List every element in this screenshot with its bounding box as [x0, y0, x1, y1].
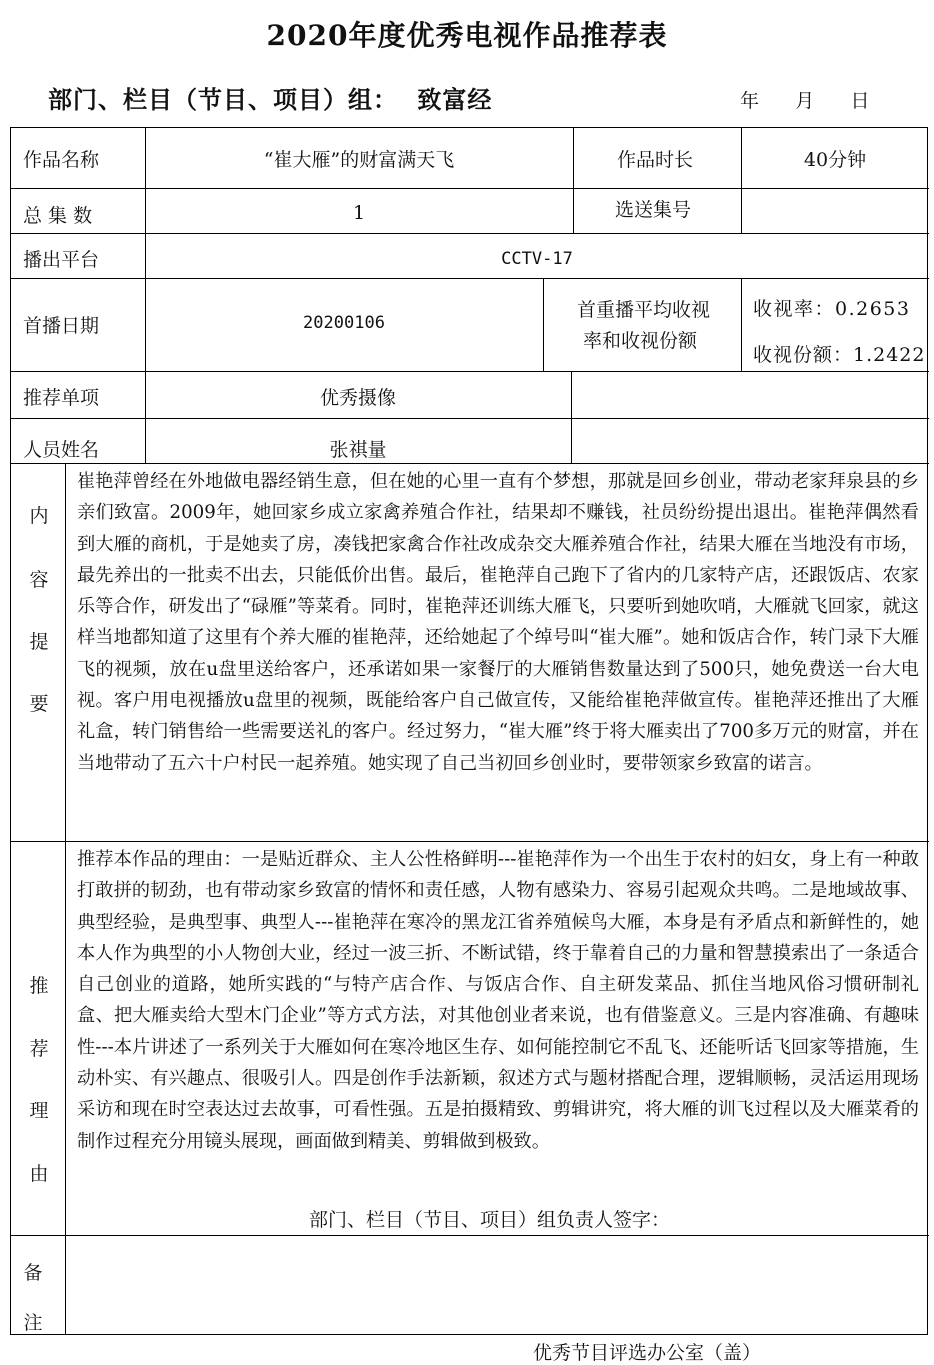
- page-title: 2020年度优秀电视作品推荐表: [266, 19, 668, 52]
- remarks-label-0: 备: [23, 1262, 43, 1284]
- reason-label-1: 荐: [29, 1038, 49, 1060]
- rating-label-line1: 首重播平均收视: [577, 298, 711, 321]
- remarks-label-1: 注: [23, 1312, 43, 1334]
- signature-line: 部门、栏目（节目、项目）组负责人签字：: [309, 1208, 671, 1231]
- rating-label-line2: 率和收视份额: [583, 329, 698, 352]
- selected-episode-value: [741, 188, 929, 233]
- person-label: 人员姓名: [23, 438, 100, 461]
- summary-text: 崔艳萍曾经在外地做电器经销生意，但在她的心里一直有个梦想，那就是回乡创业，带动老家拜泉县的乡亲们致富。2009年，她回家乡成立家禽养殖合作社，结果却不赚钱，社员纷纷提出退出。崔艳萍偶然看到大雁的商机，于是她卖了房，凑钱把家禽合作社改成杂交大雁养殖合作社，结果大雁在当地没有市场，最先养出的一批卖不出去，只能低价出售。最后，崔艳萍自己跑下了省内的几家特产店，还跟饭店、农家乐等合作，研发出了“碌雁”等菜肴。同时，崔艳萍还训练大雁飞，只要听到她吹哨，大雁就飞回家，就这样当地都知道了这里有个养大雁的崔艳萍，还给她起了个绰号叫“崔大雁”。她和饭店合作，转门录下大雁飞的视频，放在u盘里送给客户，还承诺如果一家餐厅的大雁销售数量达到了500只，她免费送一台大电视。客户用电视播放u盘里的视频，既能给客户自己做宣传，又能给崔艳萍做宣传。崔艳萍还推出了大雁礼盒，转门销售给一些需要送礼的客户。经过努力，“崔大雁”终于将大雁卖出了700多万元的财富，并在当地带动了五六十户村民一起养殖。她实现了自己当初回乡创业时，要带领家乡致富的诺言。: [77, 471, 919, 774]
- selected-episode-label: 选送集号: [615, 199, 692, 221]
- summary-label-1: 容: [29, 569, 49, 591]
- item-label: 推荐单项: [23, 386, 100, 409]
- reason-label-3: 由: [29, 1163, 49, 1185]
- rating-value: 收视率：0.2653: [753, 297, 911, 320]
- premiere-label: 首播日期: [23, 315, 100, 337]
- episodes-value: 1: [352, 201, 366, 224]
- office-seal-line: 优秀节目评选办公室（盖）: [533, 1342, 762, 1364]
- date-line: [740, 86, 870, 113]
- platform-label: 播出平台: [23, 249, 100, 271]
- reason-label-2: 理: [29, 1100, 49, 1122]
- share-value: 收视份额：1.2422: [753, 343, 926, 366]
- work-name-value: “崔大雁”的财富满天飞: [263, 148, 455, 171]
- date-month: 月: [795, 90, 815, 112]
- date-year: 年: [740, 90, 760, 112]
- duration-label: 作品时长: [617, 148, 694, 171]
- reason-text: 推荐本作品的理由：一是贴近群众、主人公性格鲜明---崔艳萍作为一个出生于农村的妇女，身上有一种敢打敢拼的韧劲，也有带动家乡致富的情怀和责任感，人物有感染力、容易引起观众共鸣。二是地域故事、典型经验，是典型事、典型人---崔艳萍在寒冷的黑龙江省养殖候鸟大雁，本身是有矛盾点和新鲜性的，她本人作为典型的小人物创大业，经过一波三折、不断试错，终于靠着自己的力量和智慧摸索出了一条适合自己创业的道路，她所实践的“与特产店合作、与饭店合作、自主研发菜品、抓住当地风俗习惯研制礼盒、把大雁卖给大型木门企业”等方式方法，对其他创业者来说，也有借鉴意义。三是内容准确、有趣味性---本片讲述了一系列关于大雁如何在寒冷地区生存、如何能控制它不乱飞、还能听话飞回家等措施，生动朴实、有兴趣点、很吸引人。四是创作手法新颖，叙述方式与题材搭配合理，逻辑顺畅，灵活运用现场采访和现在时空表达过去故事，可看性强。五是拍摄精致、剪辑讲究，将大雁的训飞过程以及大雁菜肴的制作过程充分用镜头展现，画面做到精美、剪辑做到极致。: [77, 849, 920, 1152]
- department-value: 致富经: [417, 85, 493, 114]
- item-value: 优秀摄像: [319, 386, 396, 409]
- platform-value: CCTV-17: [501, 248, 573, 269]
- department-label: 部门、栏目（节目、项目）组：: [48, 85, 398, 114]
- person-value: 张祺量: [329, 438, 387, 461]
- work-name-label: 作品名称: [23, 148, 100, 171]
- summary-label-2: 提: [29, 631, 49, 653]
- premiere-value: 20200106: [303, 313, 385, 333]
- summary-label-3: 要: [29, 693, 49, 715]
- episodes-label: 总 集 数: [23, 205, 93, 227]
- date-day: 日: [850, 90, 870, 112]
- duration-value: 40分钟: [803, 148, 867, 171]
- reason-label-0: 推: [29, 975, 49, 997]
- department-line: [48, 80, 492, 115]
- recommendation-form: [10, 127, 928, 1335]
- summary-label-0: 内: [29, 505, 49, 527]
